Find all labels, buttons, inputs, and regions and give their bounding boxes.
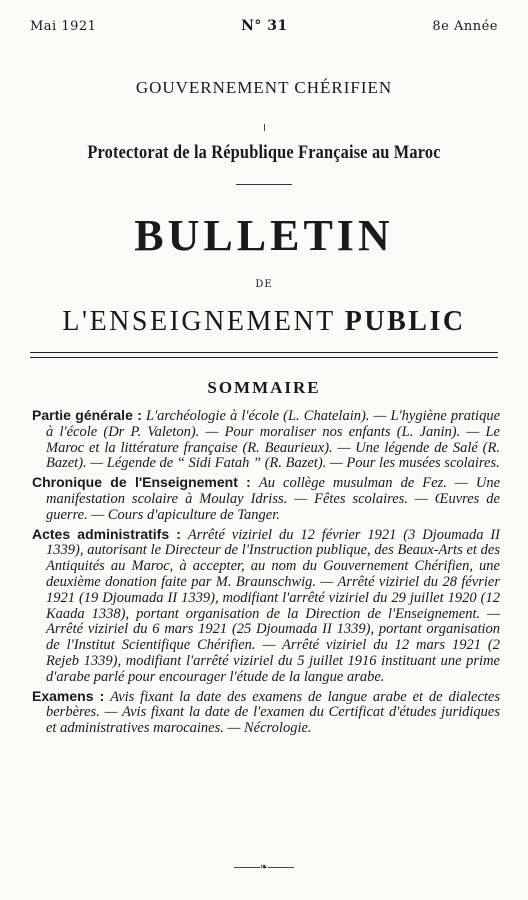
- issue-number: N° 31: [241, 18, 288, 34]
- toc-entry-head: Actes administratifs :: [32, 525, 181, 542]
- toc-entry-body: Avis fixant la date des examens de langue arabe et de dialectes berbères. — Avis fixant la date de l'examen du Certificat d'études juridiques et administratives marocaines. — Nécrologie.: [46, 688, 501, 737]
- issue-header: [30, 18, 498, 34]
- subtitle-part-1: L'ENSEIGNEMENT: [62, 306, 336, 337]
- bulletin-title: BULLETIN: [134, 211, 394, 260]
- separator-rule: [236, 184, 292, 185]
- toc-entry-chronique: [32, 475, 500, 523]
- toc-entry-general: [32, 408, 500, 472]
- government-title: GOUVERNEMENT CHÉRIFIEN: [135, 78, 393, 97]
- table-of-contents: [32, 408, 500, 740]
- summary-heading: SOMMAIRE: [207, 378, 321, 397]
- toc-entry-head: Chronique de l'Enseignement :: [32, 474, 251, 491]
- end-ornament-icon: ❧: [0, 862, 528, 873]
- toc-entry-actes: [32, 527, 500, 686]
- toc-entry-head: Examens :: [32, 687, 105, 704]
- title-connector: DE: [255, 279, 273, 290]
- toc-entry-body: L'archéologie à l'école (L. Chatelain). — L'hygiène pratique à l'école (Dr P. Valeton). — Pour moraliser nos enfants (L. Janin). — Le Maroc et la littérature française (R. Beaurieux). — Une légende de Salé (R. Bazet). — Légende de “ Sidi Fatah ” (R. Bazet). — Pour les musées scolaires.: [46, 408, 501, 472]
- issue-date: Mai 1921: [30, 19, 97, 34]
- publication-subtitle: [0, 306, 528, 338]
- separator-tick: [264, 124, 265, 131]
- toc-entry-head: Partie générale :: [32, 407, 142, 423]
- toc-entry-body: Arrêté viziriel du 12 février 1921 (3 Djoumada II 1339), autorisant le Directeur de l'Instruction publique, des Beaux-Arts et des Antiquités au Maroc, à accepter, au nom du Gouvernement Chérifien, une deuxième donation faite par M. Braunschwig. — Arrêté viziriel du 28 février 1921 (19 Djoumada II 1339), modifiant l'arrêté viziriel du 29 juillet 1920 (12 Kaada 1338), portant organisation de la Direction de l'Enseignement. — Arrêté viziriel du 6 mars 1921 (25 Djoumada II 1339), portant organisation de l'Institut Scientifique Chérifien. — Arrêté viziriel du 12 mars 1921 (2 Rejeb 1339), modifiant l'arrêté viziriel du 5 juillet 1916 instituant une prime d'arabe parlé pour encourager l'étude de la langue arabe.: [46, 526, 501, 685]
- protectorate-title: Protectorat de la République Française au Maroc: [87, 142, 441, 163]
- toc-entry-body: Au collège musulman de Fez. — Une manifestation scolaire à Moulay Idriss. — Fêtes scolaires. — Œuvres de guerre. — Cours d'apiculture de Tanger.: [46, 475, 501, 523]
- issue-year: 8e Année: [432, 19, 498, 34]
- toc-entry-examens: [32, 689, 500, 737]
- subtitle-part-2: PUBLIC: [344, 306, 466, 337]
- double-rule-divider: [30, 352, 498, 358]
